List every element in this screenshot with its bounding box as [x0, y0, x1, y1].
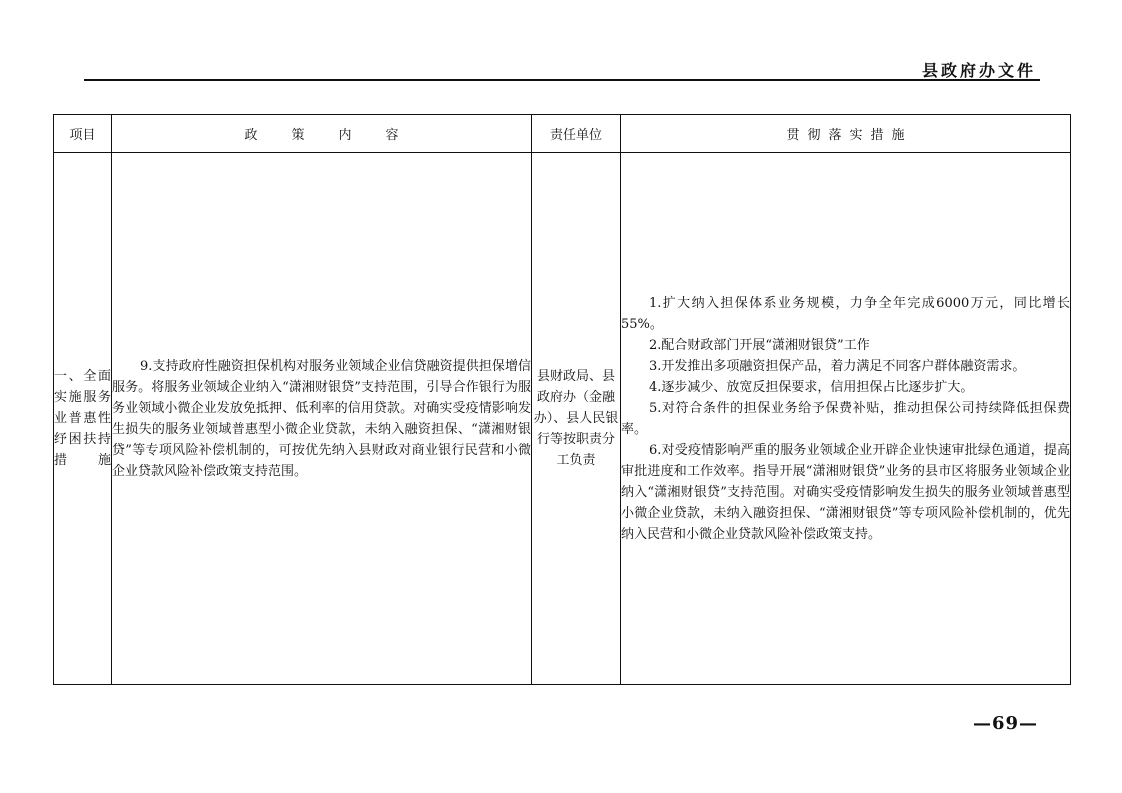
column-header-content-label: 政策内容: [244, 128, 433, 143]
measure-item: 1.扩大纳入担保体系业务规模，力争全年完成6000万元，同比增长55%。: [621, 295, 1070, 332]
cell-content: 9.支持政府性融资担保机构对服务业领域企业信贷融资提供担保增信服务。将服务业领域企业纳入“潇湘财银贷”支持范围，引导合作银行为服务业领域小微企业发放免抵押、低利率的信用贷款。对确实受疫情影响发生损失的服务业领域普惠型小微企业贷款，未纳入融资担保、“潇湘财银贷”等专项风险补偿机制的，可按优先纳入县财政对商业银行民营和小微企业贷款风险补偿政策支持范围。: [112, 153, 532, 685]
document-header-title: 县政府办文件: [921, 61, 1036, 80]
page-number: —69—: [972, 713, 1038, 734]
measure-item: 4.逐步减少、放宽反担保要求，信用担保占比逐步扩大。: [649, 379, 974, 395]
table-header-row: [54, 115, 1071, 153]
column-header-item: 项目: [54, 115, 112, 153]
column-header-measures-label: 贯彻落实措施: [786, 128, 913, 143]
policy-table: [53, 114, 1071, 685]
table-row: [54, 153, 1071, 685]
column-header-measures: [621, 115, 1071, 153]
column-header-content: [112, 115, 532, 153]
measure-item: 6.对受疫情影响严重的服务业领域企业开辟企业快速审批绿色通道，提高审批进度和工作效率。指导开展“潇湘财银贷”业务的县市区将服务业领域企业纳入“潇湘财银贷”支持范围。对确实受疫情影响发生损失的服务业领域普惠型小微企业贷款，未纳入融资担保、“潇湘财银贷”等专项风险补偿机制的，优先纳入民营和小微企业贷款风险补偿政策支持。: [621, 442, 1070, 542]
cell-measures: [621, 153, 1071, 685]
measure-item: 2.配合财政部门开展“潇湘财银贷”工作: [649, 337, 870, 353]
cell-item: 一、全面实施服务业普惠性纾困扶持措施: [54, 153, 112, 685]
measure-item: 5.对符合条件的担保业务给予保费补贴，推动担保公司持续降低担保费率。: [621, 400, 1070, 437]
cell-unit: 县财政局、县政府办（金融办）、县人民银行等按职责分工负责: [532, 153, 621, 685]
column-header-unit: 责任单位: [532, 115, 621, 153]
measure-item: 3.开发推出多项融资担保产品，着力满足不同客户群体融资需求。: [649, 358, 1026, 374]
header-divider: [84, 79, 1040, 81]
